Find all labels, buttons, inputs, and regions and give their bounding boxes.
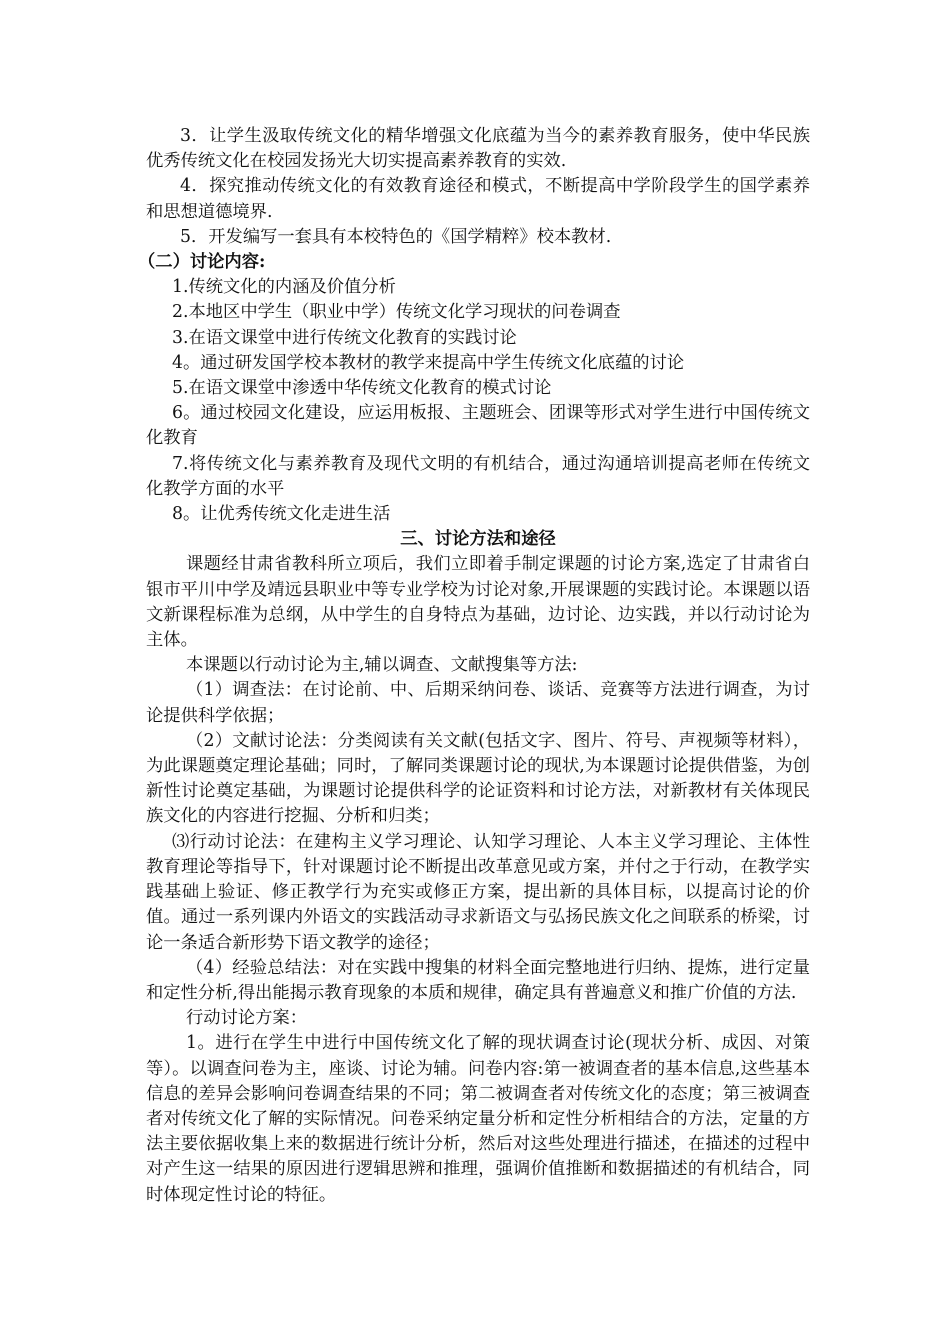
goal-paragraph-5: 5．开发编写一套具有本校特色的《国学精粹》校本教材. (180, 226, 612, 247)
method-action-research: ⑶行动讨论法：在建构主义学习理论、认知学习理论、人本主义学习理论、主体性教育理论等指导下，针对课题讨论不断提出改革意见或方案，并付之于行动，在教学实践基础上验证、修正教学行为充实或修正方案，提出新的具体目标，以提高讨论的价值。通过一系列课内外语文的实践活动寻求新语文与弘扬民族文化之间联系的桥梁，讨论一条适合新形势下语文教学的途径； (146, 831, 810, 953)
content-item-6: 6。通过校园文化建设，应运用板报、主题班会、团课等形式对学生进行中国传统文化教育 (146, 403, 810, 449)
method-literature: （2）文献讨论法：分类阅读有关文献(包括文字、图片、符号、声视频等材料），为此课题奠定理论基础；同时，了解同类课题讨论的现状,为本课题讨论提供借鉴，为创新性讨论奠定基础，为课题讨论提供科学的论证资料和讨论方法，对新教材有关体现民族文化的内容进行挖掘、分析和归类； (146, 730, 810, 827)
goal-paragraph-3: 3．让学生汲取传统文化的精华增强文化底蕴为当今的素养教育服务，使中华民族优秀传统文化在校园发扬光大切实提高素养教育的实效. (146, 126, 810, 172)
content-item-4: 4。通过研发国学校本教材的教学来提高中学生传统文化底蕴的讨论 (172, 352, 685, 373)
section-heading-discussion-content: （二）讨论内容: (138, 252, 266, 273)
methods-intro-paragraph: 课题经甘肃省教科所立项后，我们立即着手制定课题的讨论方案,选定了甘肃省白银市平川中学及靖远县职业中等专业学校为讨论对象,开展课题的实践讨论。本课题以语文新课程标准为总纲，从中学生的自身特点为基础，边讨论、边实践，并以行动讨论为主体。 (146, 554, 810, 651)
action-plan-heading: 行动讨论方案： (186, 1008, 307, 1029)
goal-paragraph-4: 4．探究推动传统文化的有效教育途径和模式，不断提高中学阶段学生的国学素养和思想道德境界. (146, 176, 810, 222)
methods-list-intro: 本课题以行动讨论为主,辅以调查、文献搜集等方法: (186, 655, 578, 676)
content-item-1: 1.传统文化的内涵及价值分析 (172, 277, 396, 298)
content-item-5: 5.在语文课堂中渗透中华传统文化教育的模式讨论 (172, 378, 552, 399)
content-item-7: 7.将传统文化与素养教育及现代文明的有机结合，通过沟通培训提高老师在传统文化教学方面的水平 (146, 453, 810, 499)
section-heading-methods: 三、讨论方法和途径 (400, 529, 556, 550)
content-item-8: 8。让优秀传统文化走进生活 (172, 504, 391, 525)
method-experience-summary: （4）经验总结法：对在实践中搜集的材料全面完整地进行归纳、提炼，进行定量和定性分析,得出能揭示教育现象的本质和规律，确定具有普遍意义和推广价值的方法. (146, 957, 810, 1003)
content-item-3: 3.在语文课堂中进行传统文化教育的实践讨论 (172, 327, 517, 348)
action-plan-item-1: 1。进行在学生中进行中国传统文化了解的现状调查讨论(现状分析、成因、对策等）。以调查问卷为主，座谈、讨论为辅。问卷内容:第一被调查者的基本信息,这些基本信息的差异会影响问卷调查结果的不同；第二被调查者对传统文化的态度；第三被调查者对传统文化了解的实际情况。问卷采纳定量分析和定性分析相结合的方法，定量的方法主要依据收集上来的数据进行统计分析，然后对这些处理进行描述，在描述的过程中对产生这一结果的原因进行逻辑思辨和推理，强调价值推断和数据描述的有机结合，同时体现定性讨论的特征。 (146, 1033, 810, 1205)
content-item-2: 2.本地区中学生（职业中学）传统文化学习现状的问卷调查 (172, 302, 621, 323)
method-survey: （1）调查法：在讨论前、中、后期采纳问卷、谈话、竞赛等方法进行调查，为讨论提供科学依据； (146, 680, 810, 726)
